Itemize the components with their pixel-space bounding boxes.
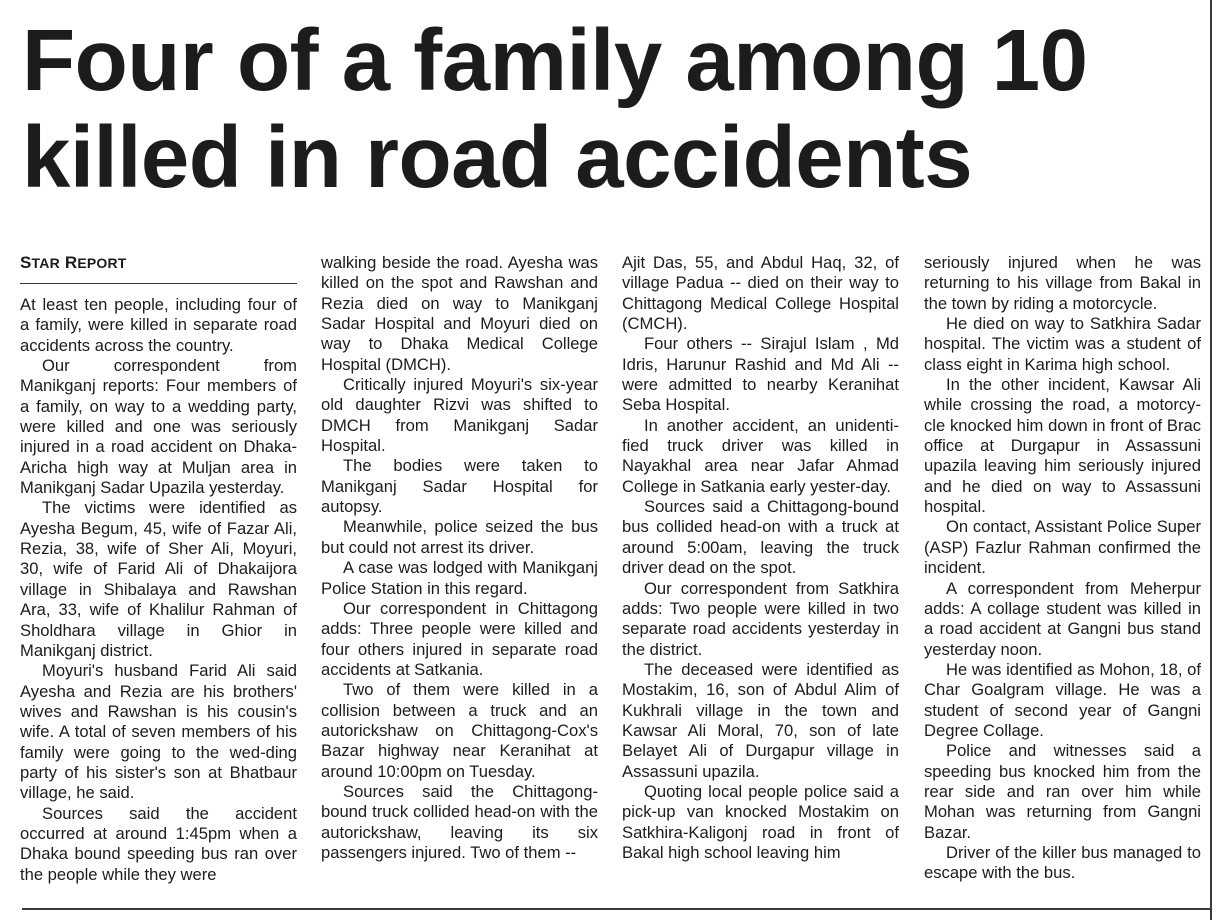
- paragraph: Driver of the killer bus managed to escape with the bus.: [924, 842, 1201, 883]
- paragraph: At least ten people, including four of a family, were killed in separate road accidents across the country.: [20, 295, 297, 355]
- byline-letter: S: [20, 253, 32, 272]
- paragraph: Ajit Das, 55, and Abdul Haq, 32, of village Padua -- died on their way to Chittagong Medical College Hospital (CMCH).: [622, 253, 899, 334]
- byline: [20, 253, 297, 284]
- paragraph: Four others -- Sirajul Islam , Md Idris, Harunur Rashid and Md Ali -- were admitted to nearby Keranihat Seba Hospital.: [622, 334, 899, 415]
- paragraph: A case was lodged with Manikganj Police Station in this regard.: [321, 558, 598, 598]
- paragraph: Meanwhile, police seized the bus but could not arrest its driver.: [321, 517, 598, 557]
- article-column-2: [321, 253, 598, 901]
- byline-letters: TAR: [31, 255, 60, 271]
- paragraph: Our correspondent in Chittagong adds: Three people were killed and four others injured in separate road accidents at Satkania.: [321, 598, 598, 679]
- paragraph: On contact, Assistant Police Super (ASP) Fazlur Rahman confirmed the incident.: [924, 517, 1201, 578]
- paragraph: A correspondent from Meherpur adds: A collage student was killed in a road accident at Gangni bus stand yesterday noon.: [924, 578, 1201, 659]
- article-column-4: [924, 253, 1201, 901]
- paragraph: Our correspondent from Satkhira adds: Two people were killed in two separate road accidents yesterday in the district.: [622, 578, 899, 659]
- headline: Four of a family among 10 killed in road accidents: [22, 12, 1088, 206]
- paragraph: He died on way to Satkhira Sadar hospital. The victim was a student of class eight in Karima high school.: [924, 314, 1201, 374]
- paragraph: The victims were identified as Ayesha Begum, 45, wife of Fazar Ali, Rezia, 38, wife of Sher Ali, Moyuri, 30, wife of Farid Ali of Dhakaijora village in Shibalaya and Rawshan Ara, 33, wife of Khalilur Rahman of Sholdhara village in Ghior in Manikganj district.: [20, 498, 297, 660]
- bottom-divider: [22, 908, 1210, 910]
- paragraph: seriously injured when he was returning to his village from Bakal in the town by riding a motorcycle.: [924, 253, 1201, 313]
- paragraph: The deceased were identified as Mostakim, 16, son of Abdul Alim of Kukhrali village in the town and Kawsar Ali Moral, 70, son of late Belayet Ali of Durgapur village in Assassuni upazila.: [622, 659, 899, 781]
- paragraph: Quoting local people police said a pick-up van knocked Mostakim on Satkhira-Kaligonj road in front of Bakal high school leaving him: [622, 781, 899, 862]
- paragraph: Moyuri's husband Farid Ali said Ayesha and Rezia are his brothers' wives and Rawshan is his cousin's wife. A total of seven members of his family were going to the wed-ding party of his sister's son at Bhatbaur village, he said.: [20, 661, 297, 803]
- paragraph: Police and witnesses said a speeding bus knocked him from the rear side and ran over him while Mohan was returning from Gangni Bazar.: [924, 741, 1201, 842]
- paragraph: He was identified as Mohon, 18, of Char Goalgram village. He was a student of second year of Gangni Degree Collage.: [924, 659, 1201, 740]
- article-column-3: [622, 253, 899, 901]
- article-column-1: [20, 253, 297, 901]
- paragraph: Sources said the Chittagong-bound truck collided head-on with the autorickshaw, leaving its six passengers injured. Two of them --: [321, 781, 598, 862]
- paragraph: The bodies were taken to Manikganj Sadar Hospital for autopsy.: [321, 456, 598, 517]
- byline-letter: R: [64, 253, 78, 272]
- paragraph: Sources said a Chittagong-bound bus collided head-on with a truck at around 5:00am, leaving the truck driver dead on the spot.: [622, 497, 899, 578]
- paragraph: walking beside the road. Ayesha was killed on the spot and Rawshan and Rezia died on way to Manikganj Sadar Hospital and Moyuri died on way to Dhaka Medical College Hospital (DMCH).: [321, 253, 598, 374]
- byline-letters: EPORT: [77, 255, 127, 271]
- paragraph: Two of them were killed in a collision between a truck and an autorickshaw on Chittagong-Cox's Bazar highway near Keranihat at around 10:00pm on Tuesday.: [321, 680, 598, 781]
- paragraph: Sources said the accident occurred at around 1:45pm when a Dhaka bound speeding bus ran over the people while they were: [20, 803, 297, 884]
- column-rule: [1210, 0, 1212, 920]
- paragraph: In the other incident, Kawsar Ali while crossing the road, a motorcy-cle knocked him down in front of Brac office at Durgapur in Assassuni upazila leaving him seriously injured and he died on way to Assassuni hospital.: [924, 375, 1201, 517]
- paragraph: Critically injured Moyuri's six-year old daughter Rizvi was shifted to DMCH from Manikganj Sadar Hospital.: [321, 375, 598, 456]
- paragraph: Our correspondent from Manikganj reports: Four members of a family, on way to a wedding party, were killed and one was seriously injured in a road accident on Dhaka-Aricha high way at Muljan area in Manikganj Sadar Upazila yesterday.: [20, 356, 297, 498]
- paragraph: In another accident, an unidenti-fied truck driver was killed in Nayakhal area near Jafar Ahmad College in Satkania early yester-day.: [622, 415, 899, 496]
